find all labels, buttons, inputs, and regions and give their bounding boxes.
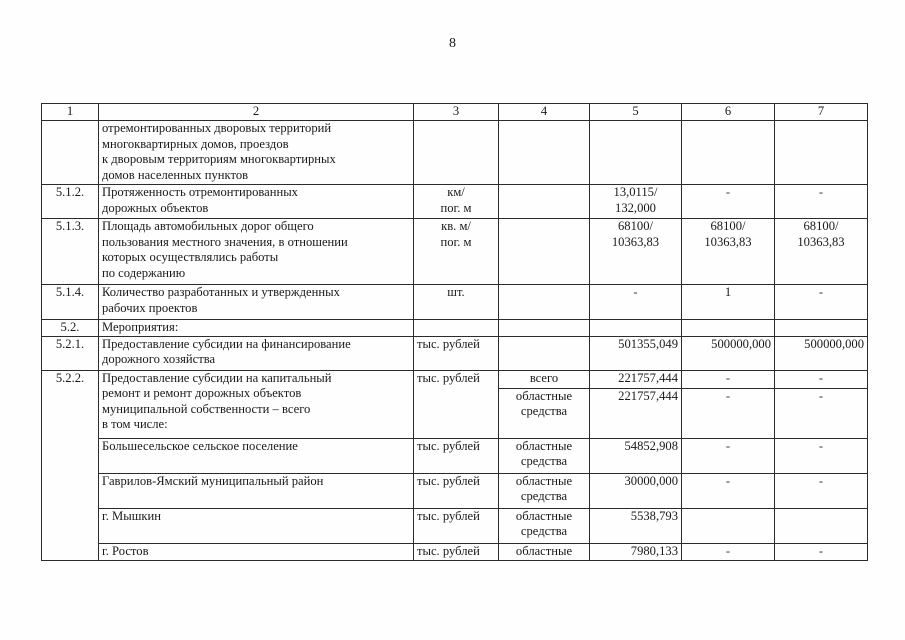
value-col6-cell: 500000,000 — [682, 336, 775, 370]
row-number-cell: 5.2.1. — [42, 336, 99, 370]
value-col5-cell: 221757,444 — [590, 370, 682, 388]
row-number-cell — [42, 121, 99, 185]
unit-cell: тыс. рублей — [414, 543, 499, 560]
table-row — [42, 285, 868, 320]
value-col5-cell: 501355,049 — [590, 336, 682, 370]
description-cell: Протяженность отремонтированных дорожных объектов — [99, 185, 414, 219]
table-row — [42, 543, 868, 560]
value-col6-cell: - — [682, 370, 775, 388]
header-col-2: 2 — [99, 104, 414, 121]
description-cell: отремонтированных дворовых территорий многоквартирных домов, проездов к дворовым территориям многоквартирных домов населенных пунктов — [99, 121, 414, 185]
header-col-3: 3 — [414, 104, 499, 121]
header-col-4: 4 — [499, 104, 590, 121]
row-number-cell: 5.1.4. — [42, 285, 99, 320]
value-col7-cell: - — [775, 285, 868, 320]
unit-cell: шт. — [414, 285, 499, 320]
source-cell: областные средства — [499, 438, 590, 473]
description-cell: Мероприятия: — [99, 320, 414, 337]
unit-cell: тыс. рублей — [414, 336, 499, 370]
value-col6-cell: 68100/ 10363,83 — [682, 219, 775, 285]
description-cell: г. Ростов — [99, 543, 414, 560]
unit-cell: тыс. рублей — [414, 473, 499, 508]
source-cell: областные средства — [499, 508, 590, 543]
value-col6-cell: - — [682, 438, 775, 473]
value-col6-cell: - — [682, 543, 775, 560]
description-cell: Количество разработанных и утвержденных рабочих проектов — [99, 285, 414, 320]
value-col7-cell: - — [775, 370, 868, 388]
table-row — [42, 185, 868, 219]
value-col7-cell: 68100/ 10363,83 — [775, 219, 868, 285]
table-row — [42, 438, 868, 473]
table-row — [42, 320, 868, 337]
source-cell — [499, 285, 590, 320]
header-col-5: 5 — [590, 104, 682, 121]
value-col7-cell: - — [775, 438, 868, 473]
value-col5-cell: 68100/ 10363,83 — [590, 219, 682, 285]
table-row — [42, 219, 868, 285]
value-col6-cell: - — [682, 185, 775, 219]
value-col7-cell — [775, 508, 868, 543]
value-col6-cell: - — [682, 388, 775, 438]
header-col-1: 1 — [42, 104, 99, 121]
source-cell — [499, 219, 590, 285]
value-col6-cell — [682, 508, 775, 543]
value-col6-cell: 1 — [682, 285, 775, 320]
unit-cell: кв. м/ пог. м — [414, 219, 499, 285]
value-col5-cell: 13,0115/ 132,000 — [590, 185, 682, 219]
row-number-cell: 5.1.3. — [42, 219, 99, 285]
description-cell: Большесельское сельское поселение — [99, 438, 414, 473]
unit-cell: тыс. рублей — [414, 438, 499, 473]
source-cell: областные средства — [499, 473, 590, 508]
value-col5-cell: 5538,793 — [590, 508, 682, 543]
value-col5-cell: - — [590, 285, 682, 320]
unit-cell: тыс. рублей — [414, 508, 499, 543]
header-col-6: 6 — [682, 104, 775, 121]
value-col7-cell: 500000,000 — [775, 336, 868, 370]
description-cell: Гаврилов-Ямский муниципальный район — [99, 473, 414, 508]
source-cell — [499, 185, 590, 219]
value-col5-cell: 30000,000 — [590, 473, 682, 508]
source-cell: всего — [499, 370, 590, 388]
value-col5-cell: 7980,133 — [590, 543, 682, 560]
page-number: 8 — [449, 36, 456, 51]
value-col6-cell: - — [682, 473, 775, 508]
indicators-table — [41, 103, 868, 561]
row-number-cell: 5.1.2. — [42, 185, 99, 219]
description-cell: Площадь автомобильных дорог общего пользования местного значения, в отношении которых осуществлялись работы по содержанию — [99, 219, 414, 285]
description-cell: Предоставление субсидии на капитальный ремонт и ремонт дорожных объектов муниципальной собственности – всего в том числе: — [99, 370, 414, 438]
unit-cell: тыс. рублей — [414, 370, 499, 438]
table-row — [42, 336, 868, 370]
table-row — [42, 508, 868, 543]
description-cell: Предоставление субсидии на финансирование дорожного хозяйства — [99, 336, 414, 370]
value-col5-cell: 221757,444 — [590, 388, 682, 438]
value-col5-cell: 54852,908 — [590, 438, 682, 473]
row-number-cell: 5.2.2. — [42, 370, 99, 560]
table-row — [42, 121, 868, 185]
unit-cell: км/ пог. м — [414, 185, 499, 219]
table-row — [42, 370, 868, 388]
row-number-cell: 5.2. — [42, 320, 99, 337]
value-col7-cell: - — [775, 473, 868, 508]
table-row — [42, 473, 868, 508]
source-cell — [499, 336, 590, 370]
description-cell: г. Мышкин — [99, 508, 414, 543]
header-row — [42, 104, 868, 121]
source-cell: областные средства — [499, 388, 590, 438]
value-col7-cell: - — [775, 185, 868, 219]
header-col-7: 7 — [775, 104, 868, 121]
value-col7-cell: - — [775, 543, 868, 560]
value-col7-cell: - — [775, 388, 868, 438]
source-cell: областные — [499, 543, 590, 560]
